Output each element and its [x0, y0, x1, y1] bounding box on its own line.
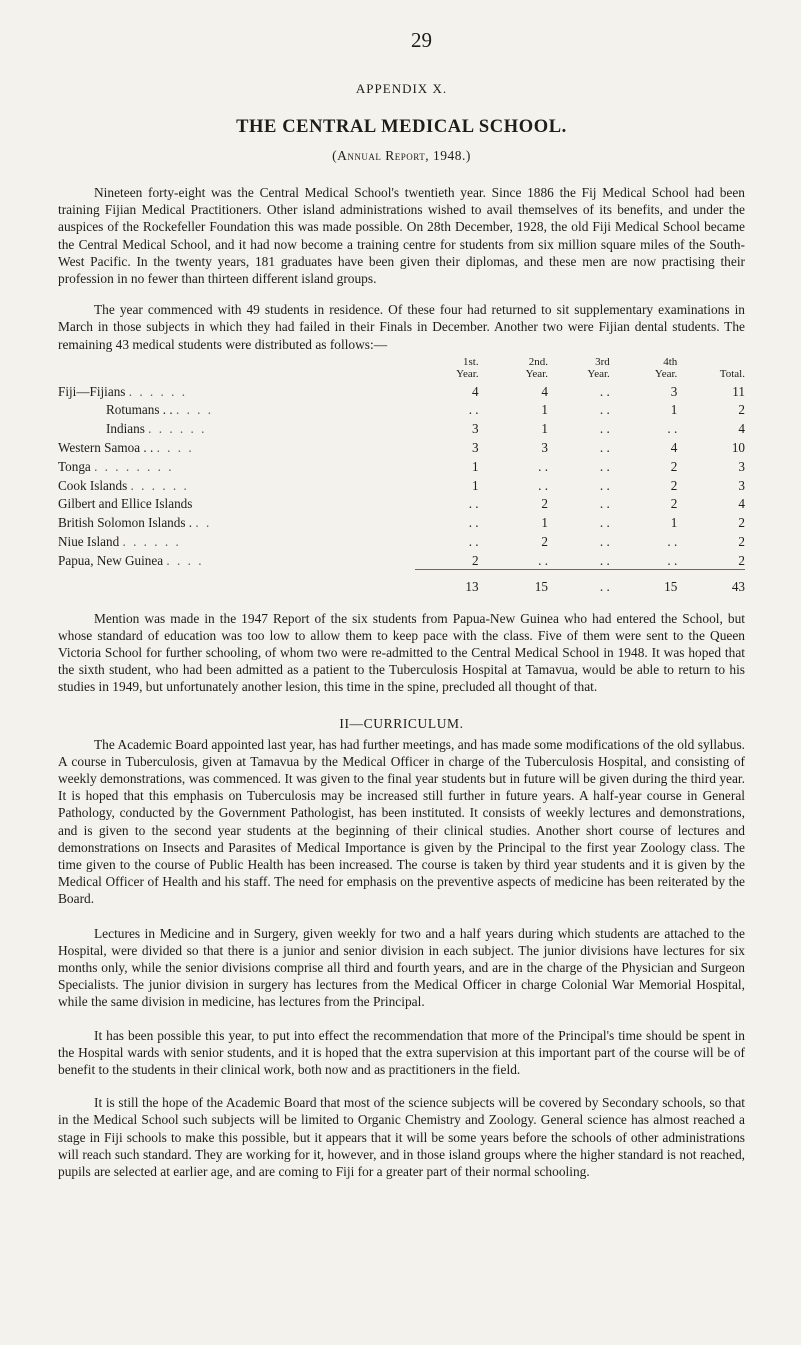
- leader-dots: . . . . . . . .: [94, 458, 174, 474]
- cell-y2: . .: [538, 552, 548, 568]
- row-label: [58, 456, 415, 475]
- mention-paragraph: Mention was made in the 1947 Report of the six students from Papua-New Guinea who had entered the School, but whose standard of education was too low to allow them to keep pace with the class. Five of them were sent to the Queen Victoria School for further schooling, of whom two were re-admitted to the Central Medical School in 1948. It was hoped that the sixth student, who had been admitted as a patient to the Tuberculosis Hospital at Tamavua, would be able to return to his studies in 1949, but unfortunately another lesion, this time in the spine, precluded all thought of that.: [58, 610, 745, 695]
- page-number: 29: [411, 28, 432, 52]
- page-title: THE CENTRAL MEDICAL SCHOOL.: [236, 117, 567, 137]
- cell-y1: 1: [471, 458, 479, 474]
- header-empty: [58, 356, 415, 381]
- cell-y2: 2: [541, 496, 548, 512]
- cell-y4: . .: [667, 421, 678, 437]
- cell-y2: 1: [541, 515, 548, 531]
- cell-total: 10: [731, 440, 745, 456]
- row-name: British Solomon Islands .: [58, 515, 193, 531]
- cell-total: 4: [738, 496, 745, 512]
- cell-y1: 3: [471, 440, 479, 456]
- cell-y3: . .: [599, 552, 610, 568]
- leader-dots: . . . .: [166, 553, 204, 569]
- cell-y3: . .: [599, 534, 610, 549]
- leader-dots: . . . . . .: [122, 534, 181, 549]
- cell-total: 4: [738, 421, 745, 437]
- row-name: Rotumans . .: [106, 402, 173, 418]
- cell-y3: . .: [599, 458, 610, 474]
- cell-y3: . .: [599, 421, 610, 437]
- row-name: Indians: [106, 421, 145, 437]
- science-paragraph: It is still the hope of the Academic Board that most of the science subjects will be covered by Secondary schools, so that in the Medical School such subjects will be limited to Organic Chemistry and Zoology. General science has almost reached a stage in Fiji schools to make this possible, but it appears that it will be some years before the schools of other administrations will reach such standard. They are working for it, however, and in those island groups where the higher standard is not reached, pupils are selected at earlier age, and are coming to Fiji for a greater part of their normal schooling.: [58, 1095, 745, 1180]
- cell-y3: . .: [599, 515, 610, 531]
- table-row: [58, 437, 745, 456]
- cell-y1: 3: [471, 421, 479, 437]
- cell-y2: 2: [541, 534, 548, 549]
- row-label: [58, 381, 415, 400]
- table-body: [58, 381, 745, 595]
- cell-y4: 2: [670, 458, 678, 474]
- table-row: [58, 381, 745, 400]
- leader-dots: . .: [195, 515, 212, 531]
- row-label: [58, 550, 415, 569]
- total-y2: 15: [479, 569, 548, 594]
- students-paragraph: The year commenced with 49 students in residence. Of these four had returned to sit supplementary examinations in March in those subjects in which they had failed in their Finals in December. Another two were Fijian dental students. The remaining 43 medical students were distributed as follows:—: [58, 302, 745, 352]
- row-label: [58, 531, 415, 550]
- cell-y2: 1: [541, 421, 548, 437]
- report-subtitle: (Annual Report, 1948.): [332, 148, 471, 163]
- totals-row: [58, 569, 745, 594]
- student-distribution-table: [58, 356, 745, 595]
- cell-y4: . .: [667, 552, 678, 568]
- cell-total: 2: [738, 534, 745, 549]
- cell-y4: 3: [670, 383, 678, 399]
- leader-dots: . . . . . .: [130, 477, 189, 493]
- header-total: Total.: [719, 368, 745, 381]
- cell-total: 2: [738, 552, 745, 568]
- total-y4: 15: [610, 569, 678, 594]
- header-year-3: 3rd Year.: [587, 355, 610, 381]
- row-label: [58, 437, 415, 456]
- cell-y4: . .: [667, 534, 678, 549]
- table-row: [58, 512, 745, 531]
- row-name: Tonga: [58, 458, 91, 474]
- cell-y3: . .: [599, 402, 610, 418]
- row-label: [58, 475, 415, 494]
- cell-y4: 4: [670, 440, 678, 456]
- row-name: Fiji—Fijians: [58, 383, 126, 399]
- leader-dots: . . . .: [175, 402, 214, 418]
- table-row: [58, 400, 745, 419]
- cell-y4: 2: [670, 477, 678, 493]
- cell-total: 2: [738, 402, 745, 418]
- cell-y1: . .: [468, 402, 479, 418]
- leader-dots: . . . . . .: [128, 383, 187, 399]
- cell-total: 3: [738, 458, 745, 474]
- total-y3: . .: [548, 569, 610, 594]
- cell-total: 3: [738, 477, 745, 493]
- header-year-2: 2nd. Year.: [525, 355, 548, 381]
- cell-y3: . .: [599, 496, 610, 512]
- row-label: [58, 494, 415, 513]
- table-row: [58, 418, 745, 437]
- table-row: [58, 456, 745, 475]
- cell-y2: 4: [541, 383, 548, 399]
- table-header-row: [58, 356, 745, 381]
- cell-y3: . .: [599, 383, 610, 399]
- curriculum-paragraph: The Academic Board appointed last year, has had further meetings, and has made some modifications of the old syllabus. A course in Tuberculosis, given at Tamavua by the Medical Officer in charge of the Tuberculosis Hospital, and consisting of weekly demonstrations, was commenced. It was given to the final year students but in future will be given during the third year. It is hoped that this emphasis on Tuberculosis may be increased still further in future years. A half-year course in General Pathology, conducted by the Government Pathologist, has been instituted. It consists of weekly lectures and demonstrations, and is given to the second year students at the beginning of their clinical studies. Another short course of lectures and demonstrations on Insects and Parasites of Medical Importance is given by the Principal to the first year Zoology class. The time given to the course of Public Health has been increased. The course is taken by third year students and it is given by the Medical Officer of Health and his staff. The need for emphasis on the preventive aspects of medicine has been reiterated by the Board.: [58, 736, 745, 907]
- leader-dots: . . . .: [156, 440, 194, 456]
- total-y1: 13: [415, 569, 479, 594]
- cell-total: 11: [732, 383, 745, 399]
- appendix-label: APPENDIX X.: [355, 81, 448, 96]
- table-row: [58, 475, 745, 494]
- cell-y3: . .: [599, 477, 610, 493]
- cell-y2: 1: [541, 402, 548, 418]
- row-name: Gilbert and Ellice Islands: [58, 496, 193, 512]
- curriculum-heading: II—CURRICULUM.: [339, 715, 464, 731]
- cell-y2: . .: [538, 477, 548, 493]
- cell-y1: 2: [471, 552, 479, 568]
- cell-y4: 2: [670, 496, 678, 512]
- cell-total: 2: [738, 515, 745, 531]
- table-row: [58, 531, 745, 550]
- cell-y2: . .: [538, 458, 548, 474]
- cell-y1: . .: [468, 515, 479, 531]
- cell-y2: 3: [541, 440, 548, 456]
- row-name: Niue Island: [58, 534, 120, 549]
- lectures-paragraph: Lectures in Medicine and in Surgery, given weekly for two and a half years during which students are attached to the Hospital, were divided so that there is a junior and senior division in each subject. The junior divisions have lectures for six months only, while the senior divisions comprise all third and fourth years, and are in the charge of the Physician and Surgeon Specialists. The junior division in surgery has lectures from the Medical Officer in charge Colonial War Memorial Hospital, while the same division in medicine, has lectures from the Principal.: [58, 925, 745, 1010]
- row-label: [58, 512, 415, 531]
- intro-paragraph: Nineteen forty-eight was the Central Medical School's twentieth year. Since 1886 the Fij Medical School had been training Fijian Medical Practitioners. Other island administrations wished to avail themselves of its benefits, and under the auspices of the Rockefeller Foundation this was made possible. On 28th December, 1928, the old Fiji Medical School became the Central Medical School, and it had now become a training centre for students from six million square miles of the South-West Pacific. In the twenty years, 181 graduates have been given their diplomas, and these men are now practising their profession in no fewer than thirteen different island groups.: [58, 185, 745, 287]
- cell-y1: 4: [471, 383, 479, 399]
- distribution-table: [58, 356, 745, 595]
- header-year-4: 4th Year.: [654, 355, 678, 381]
- totals-label: [58, 569, 415, 594]
- cell-y1: . .: [468, 534, 479, 549]
- header-year-1: 1st. Year.: [456, 355, 479, 381]
- row-name: Cook Islands: [58, 477, 128, 493]
- row-label: [58, 418, 415, 437]
- cell-y4: 1: [670, 402, 678, 418]
- hospital-paragraph: It has been possible this year, to put into effect the recommendation that more of the Principal's time should be spent in the Hospital wards with senior students, and it is hoped that the extra supervision at this important part of the course will be of benefit to the students in their clinical work, both now and as practitioners in the field.: [58, 1027, 745, 1078]
- cell-y1: 1: [471, 477, 479, 493]
- table-row: [58, 494, 745, 513]
- cell-y3: . .: [599, 440, 610, 456]
- leader-dots: . . . . . .: [148, 421, 207, 437]
- row-name: Papua, New Guinea: [58, 553, 164, 569]
- table-row: [58, 550, 745, 569]
- cell-y4: 1: [670, 515, 678, 531]
- row-name: Western Samoa . .: [58, 440, 154, 456]
- total-total: 43: [677, 569, 745, 594]
- row-label: [58, 400, 415, 419]
- cell-y1: . .: [468, 496, 479, 512]
